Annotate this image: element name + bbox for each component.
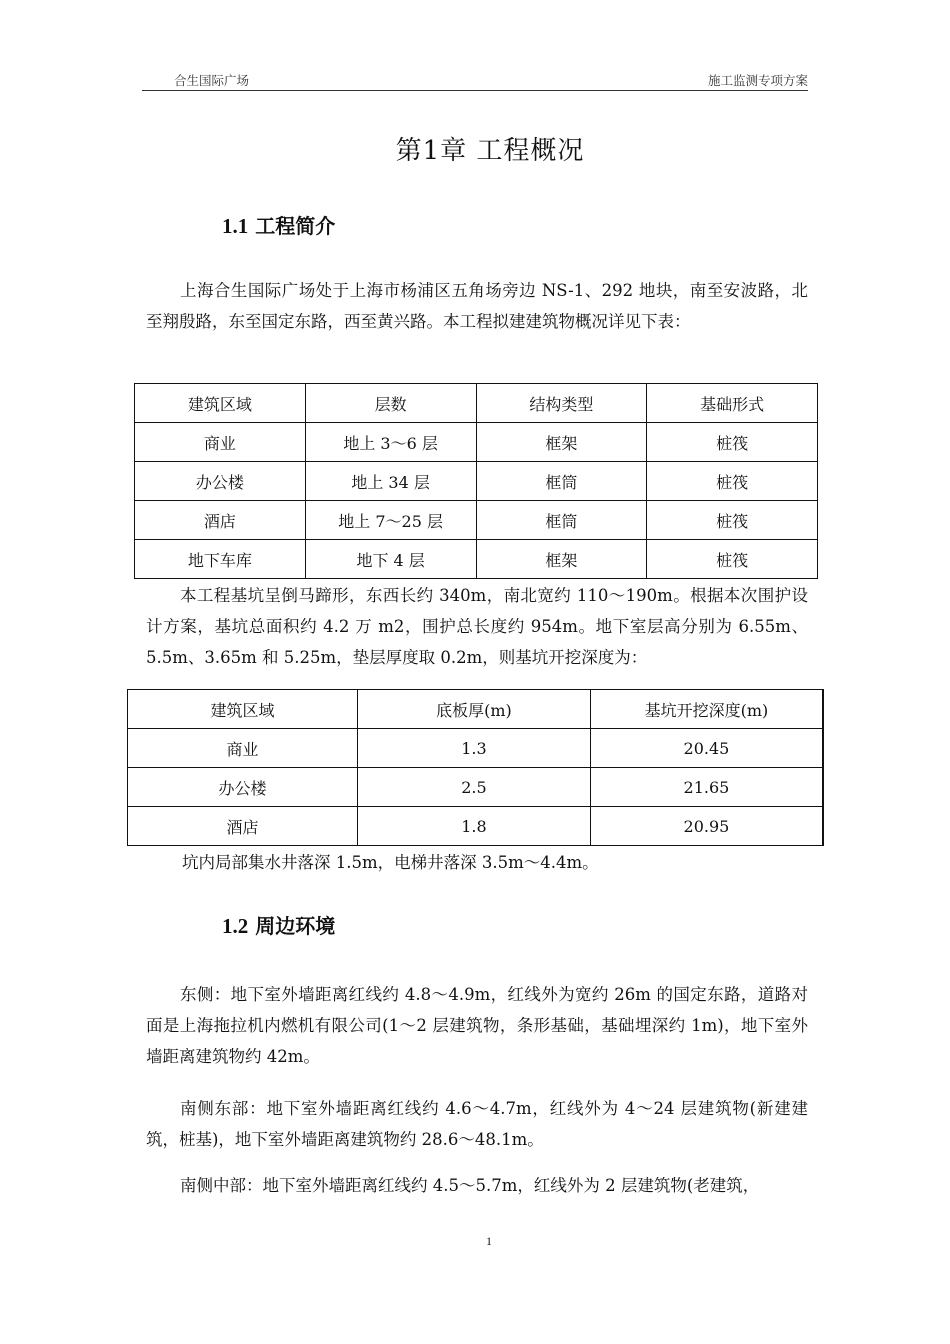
- table-cell: 桩筏: [647, 462, 818, 501]
- table-row: [128, 768, 824, 807]
- table-cell: 20.45: [590, 729, 823, 768]
- table-cell: 1.3: [357, 729, 590, 768]
- south-middle-paragraph: 南侧中部：地下室外墙距离红线约 4.5～5.7m，红线外为 2 层建筑物(老建筑，: [180, 1176, 760, 1195]
- east-side-paragraph: 东侧：地下室外墙距离红线约 4.8～4.9m，红线外为宽约 26m 的国定东路，道路对面是上海拖拉机内燃机有限公司(1～2 层建筑物，条形基础，基础埋深约 1m)，地下室外墙距离建筑物约 42m。: [146, 985, 808, 1066]
- table-header-row: [128, 690, 824, 729]
- table-cell: 地上 3～6 层: [305, 423, 476, 462]
- pit-local-paragraph: 坑内局部集水井落深 1.5m，电梯井落深 3.5m～4.4m。: [182, 853, 599, 872]
- table-header-row: [135, 384, 818, 423]
- table-cell: 20.95: [590, 807, 823, 846]
- building-overview-table: [134, 383, 818, 579]
- table-row: [128, 807, 824, 846]
- table-cell: 酒店: [135, 501, 306, 540]
- table-cell: 桩筏: [647, 423, 818, 462]
- table-cell: 办公楼: [135, 462, 306, 501]
- table-cell: 1.8: [357, 807, 590, 846]
- table-cell: 桩筏: [647, 540, 818, 579]
- south-east-paragraph: 南侧东部：地下室外墙距离红线约 4.6～4.7m，红线外为 4～24 层建筑物(新建建筑，桩基)，地下室外墙距离建筑物约 28.6～48.1m。: [146, 1099, 808, 1149]
- table-cell: 21.65: [590, 768, 823, 807]
- table-header-cell: 底板厚(m): [357, 690, 590, 729]
- section-number: 1.2: [222, 914, 249, 938]
- table-row: [135, 423, 818, 462]
- section-number: 1.1: [222, 214, 249, 238]
- header-document-title: 施工监测专项方案: [707, 73, 808, 88]
- table-cell: 框架: [476, 423, 647, 462]
- section-heading-1-2: [222, 910, 335, 939]
- table-cell: 酒店: [128, 807, 358, 846]
- page-number: 1: [486, 1234, 492, 1248]
- table-cell: 地下车库: [135, 540, 306, 579]
- table-row: [135, 501, 818, 540]
- table-cell: 桩筏: [647, 501, 818, 540]
- intro-paragraph: 上海合生国际广场处于上海市杨浦区五角场旁边 NS-1、292 地块，南至安波路，北至翔殷路，东至国定东路，西至黄兴路。本工程拟建建筑物概况详见下表：: [146, 281, 808, 331]
- section-title-text: 工程简介: [255, 214, 336, 238]
- table-cell: 地上 7～25 层: [305, 501, 476, 540]
- table-row: [135, 462, 818, 501]
- table-row: [135, 540, 818, 579]
- section-heading-1-1: [222, 210, 335, 239]
- chapter-title: 第1章 工程概况: [395, 136, 585, 166]
- table-cell: 框架: [476, 540, 647, 579]
- table-cell: 办公楼: [128, 768, 358, 807]
- table-header-cell: 基坑开挖深度(m): [590, 690, 823, 729]
- table-cell: 商业: [135, 423, 306, 462]
- page-header: [142, 70, 808, 91]
- table-header-cell: 建筑区域: [128, 690, 358, 729]
- table-header-cell: 层数: [305, 384, 476, 423]
- table-header-cell: 建筑区域: [135, 384, 306, 423]
- table-row: [128, 729, 824, 768]
- table-header-cell: 结构类型: [476, 384, 647, 423]
- table-cell: 框筒: [476, 501, 647, 540]
- table-cell: 地上 34 层: [305, 462, 476, 501]
- table-cell: 地下 4 层: [305, 540, 476, 579]
- pit-description-paragraph: 本工程基坑呈倒马蹄形，东西长约 340m，南北宽约 110～190m。根据本次围护设计方案，基坑总面积约 4.2 万 m2，围护总长度约 954m。地下室层高分别为 6.55m、5.5m、3.65m 和 5.25m，垫层厚度取 0.2m，则基坑开挖深度为：: [146, 586, 808, 667]
- table-cell: 2.5: [357, 768, 590, 807]
- section-title-text: 周边环境: [255, 914, 336, 938]
- header-project-name: 合生国际广场: [174, 73, 250, 88]
- table-cell: 商业: [128, 729, 358, 768]
- table-header-cell: 基础形式: [647, 384, 818, 423]
- table-cell: 框筒: [476, 462, 647, 501]
- excavation-depth-table: [127, 689, 824, 846]
